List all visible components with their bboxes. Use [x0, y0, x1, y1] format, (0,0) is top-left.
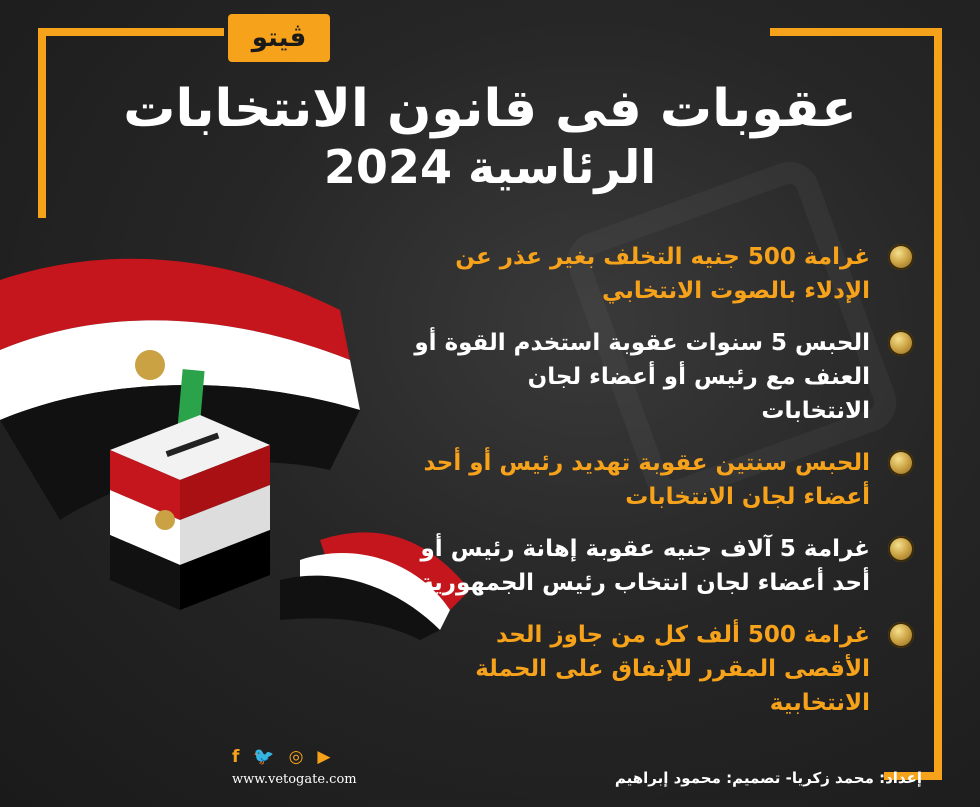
list-item: غرامة 500 جنيه التخلف بغير عذر عن الإدلاء بالصوت الانتخابي [414, 240, 914, 308]
social-links [232, 747, 331, 767]
eagle-emblem-flag [135, 350, 165, 380]
bullet-icon [888, 536, 914, 562]
bullet-icon [888, 330, 914, 356]
page-title [0, 78, 980, 196]
bullet-icon [888, 450, 914, 476]
list-item: غرامة 5 آلاف جنيه عقوبة إهانة رئيس أو أحد أعضاء لجان انتخاب رئيس الجمهورية [414, 532, 914, 600]
title-line1: عقوبات فى قانون الانتخابات [123, 79, 857, 139]
penalties-list [414, 240, 914, 738]
list-item: غرامة 500 ألف كل من جاوز الحد الأقصى المقرر للإنفاق على الحملة الانتخابية [414, 618, 914, 720]
list-item: الحبس 5 سنوات عقوبة استخدم القوة أو العنف مع رئيس أو أعضاء لجان الانتخابات [414, 326, 914, 428]
title-line2: الرئاسية 2024 [323, 140, 657, 195]
bullet-icon [888, 622, 914, 648]
twitter-icon[interactable]: 🐦 [253, 747, 275, 767]
frame-top-right [770, 28, 942, 36]
youtube-icon[interactable]: ▶ [317, 747, 331, 767]
logo: ڤيتو [228, 14, 330, 62]
website-link[interactable]: www.vetogate.com [232, 772, 357, 787]
list-item: الحبس سنتين عقوبة تهديد رئيس أو أحد أعضاء لجان الانتخابات [414, 446, 914, 514]
credits: إعداد: محمد زكريا- تصميم: محمود إبراهيم [614, 769, 922, 787]
frame-top-left [38, 28, 224, 36]
facebook-icon[interactable]: f [232, 747, 240, 767]
instagram-icon[interactable]: ◎ [288, 747, 304, 767]
eagle-emblem-box [155, 510, 175, 530]
bullet-icon [888, 244, 914, 270]
